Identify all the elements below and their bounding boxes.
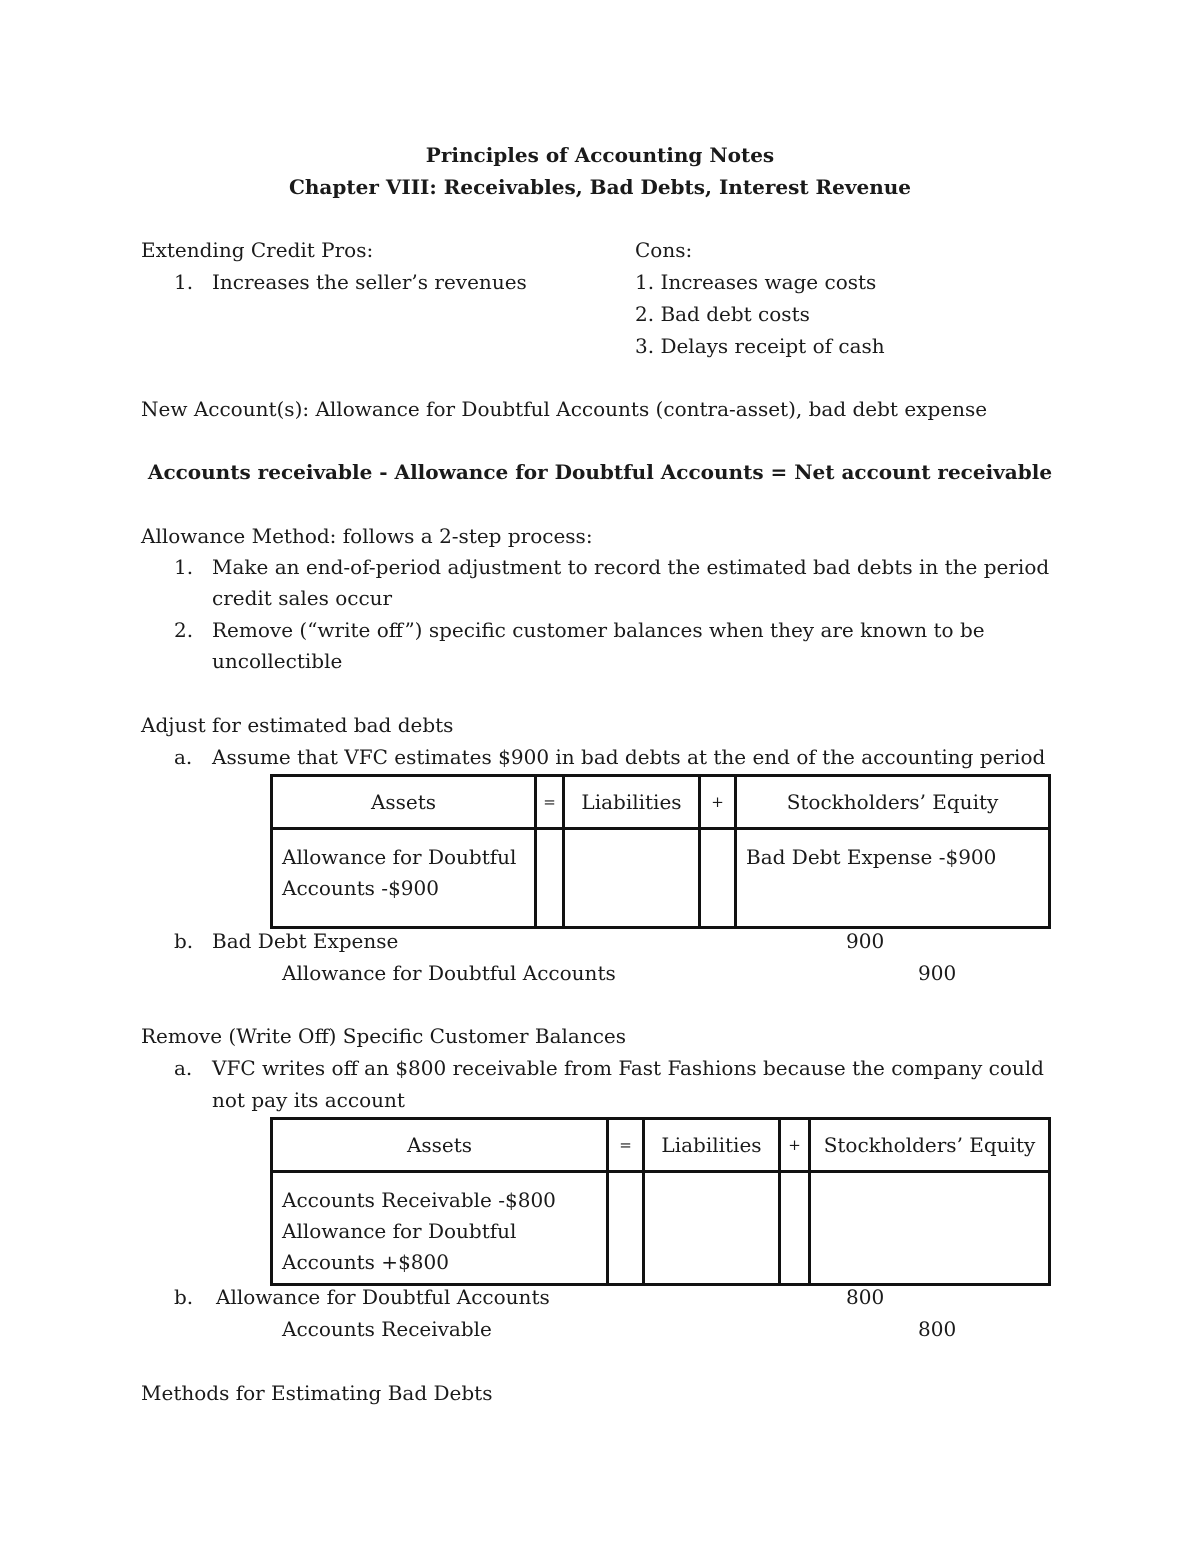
cons-item: 3. Delays receipt of cash xyxy=(635,334,885,358)
assets-cell xyxy=(272,1172,608,1285)
journal-debit-account: Allowance for Doubtful Accounts xyxy=(216,1285,550,1309)
plus-sign: + xyxy=(700,776,736,829)
net-receivable-formula: Accounts receivable - Allowance for Doubtful Accounts = Net account receivable xyxy=(147,460,1053,484)
step-text: credit sales occur xyxy=(212,586,393,610)
item-marker: a. xyxy=(174,1056,193,1080)
remove-item-a: VFC writes off an $800 receivable from Fast Fashions because the company could xyxy=(212,1056,1044,1080)
equals-sign: = xyxy=(608,1119,644,1172)
step-number: 1. xyxy=(174,555,194,579)
step-text: Remove (“write off”) specific customer balances when they are known to be xyxy=(212,618,985,642)
pros-item-number: 1. xyxy=(174,270,194,294)
cons-item: 2. Bad debt costs xyxy=(635,302,810,326)
assets-header: Assets xyxy=(272,776,536,829)
cons-label: Cons: xyxy=(635,238,693,262)
liabilities-header: Liabilities xyxy=(564,776,700,829)
assets-header: Assets xyxy=(272,1119,608,1172)
equity-header: Stockholders’ Equity xyxy=(736,776,1050,829)
journal-debit-amount: 800 xyxy=(846,1285,885,1309)
cons-item: 1. Increases wage costs xyxy=(635,270,877,294)
journal-credit-account: Accounts Receivable xyxy=(282,1317,492,1341)
item-marker: a. xyxy=(174,745,193,769)
methods-heading: Methods for Estimating Bad Debts xyxy=(141,1381,493,1405)
equals-spacer-cell xyxy=(536,829,564,928)
new-accounts-line: New Account(s): Allowance for Doubtful Accounts (contra-asset), bad debt expense xyxy=(141,397,988,421)
assets-cell xyxy=(272,829,536,928)
journal-credit-account: Allowance for Doubtful Accounts xyxy=(282,961,616,985)
equity-cell xyxy=(810,1172,1050,1285)
assets-line: Accounts Receivable -$800 xyxy=(282,1188,556,1212)
remove-heading: Remove (Write Off) Specific Customer Balances xyxy=(141,1024,627,1048)
item-marker: b. xyxy=(174,1285,194,1309)
pros-item: Increases the seller’s revenues xyxy=(212,270,527,294)
table-row xyxy=(272,1172,1050,1285)
plus-sign: + xyxy=(780,1119,810,1172)
assets-line: Accounts -$900 xyxy=(282,876,439,900)
assets-line: Allowance for Doubtful xyxy=(282,1219,517,1243)
table-row xyxy=(272,829,1050,928)
accounting-equation-table-2 xyxy=(270,1117,1051,1286)
accounting-equation-table-1 xyxy=(270,774,1051,929)
item-marker: b. xyxy=(174,929,194,953)
table-header-row xyxy=(272,776,1050,829)
adjust-item-a: Assume that VFC estimates $900 in bad debts at the end of the accounting period xyxy=(212,745,1046,769)
adjust-heading: Adjust for estimated bad debts xyxy=(141,713,454,737)
liabilities-cell xyxy=(644,1172,780,1285)
journal-credit-amount: 900 xyxy=(918,961,957,985)
chapter-title: Chapter VIII: Receivables, Bad Debts, Interest Revenue xyxy=(288,175,912,199)
equity-line: Bad Debt Expense -$900 xyxy=(746,845,997,869)
step-text: Make an end-of-period adjustment to record the estimated bad debts in the period xyxy=(212,555,1050,579)
step-text: uncollectible xyxy=(212,649,343,673)
plus-spacer-cell xyxy=(780,1172,810,1285)
equals-spacer-cell xyxy=(608,1172,644,1285)
journal-debit-account: Bad Debt Expense xyxy=(212,929,399,953)
equity-cell xyxy=(736,829,1050,928)
liabilities-cell xyxy=(564,829,700,928)
page-title: Principles of Accounting Notes xyxy=(425,143,775,167)
plus-spacer-cell xyxy=(700,829,736,928)
journal-credit-amount: 800 xyxy=(918,1317,957,1341)
step-number: 2. xyxy=(174,618,194,642)
pros-label: Extending Credit Pros: xyxy=(141,238,374,262)
assets-line: Accounts +$800 xyxy=(282,1250,449,1274)
assets-line: Allowance for Doubtful xyxy=(282,845,517,869)
equity-header: Stockholders’ Equity xyxy=(810,1119,1050,1172)
table-header-row xyxy=(272,1119,1050,1172)
remove-item-a: not pay its account xyxy=(212,1088,405,1112)
equals-sign: = xyxy=(536,776,564,829)
journal-debit-amount: 900 xyxy=(846,929,885,953)
liabilities-header: Liabilities xyxy=(644,1119,780,1172)
allowance-method-label: Allowance Method: follows a 2-step process: xyxy=(141,524,593,548)
